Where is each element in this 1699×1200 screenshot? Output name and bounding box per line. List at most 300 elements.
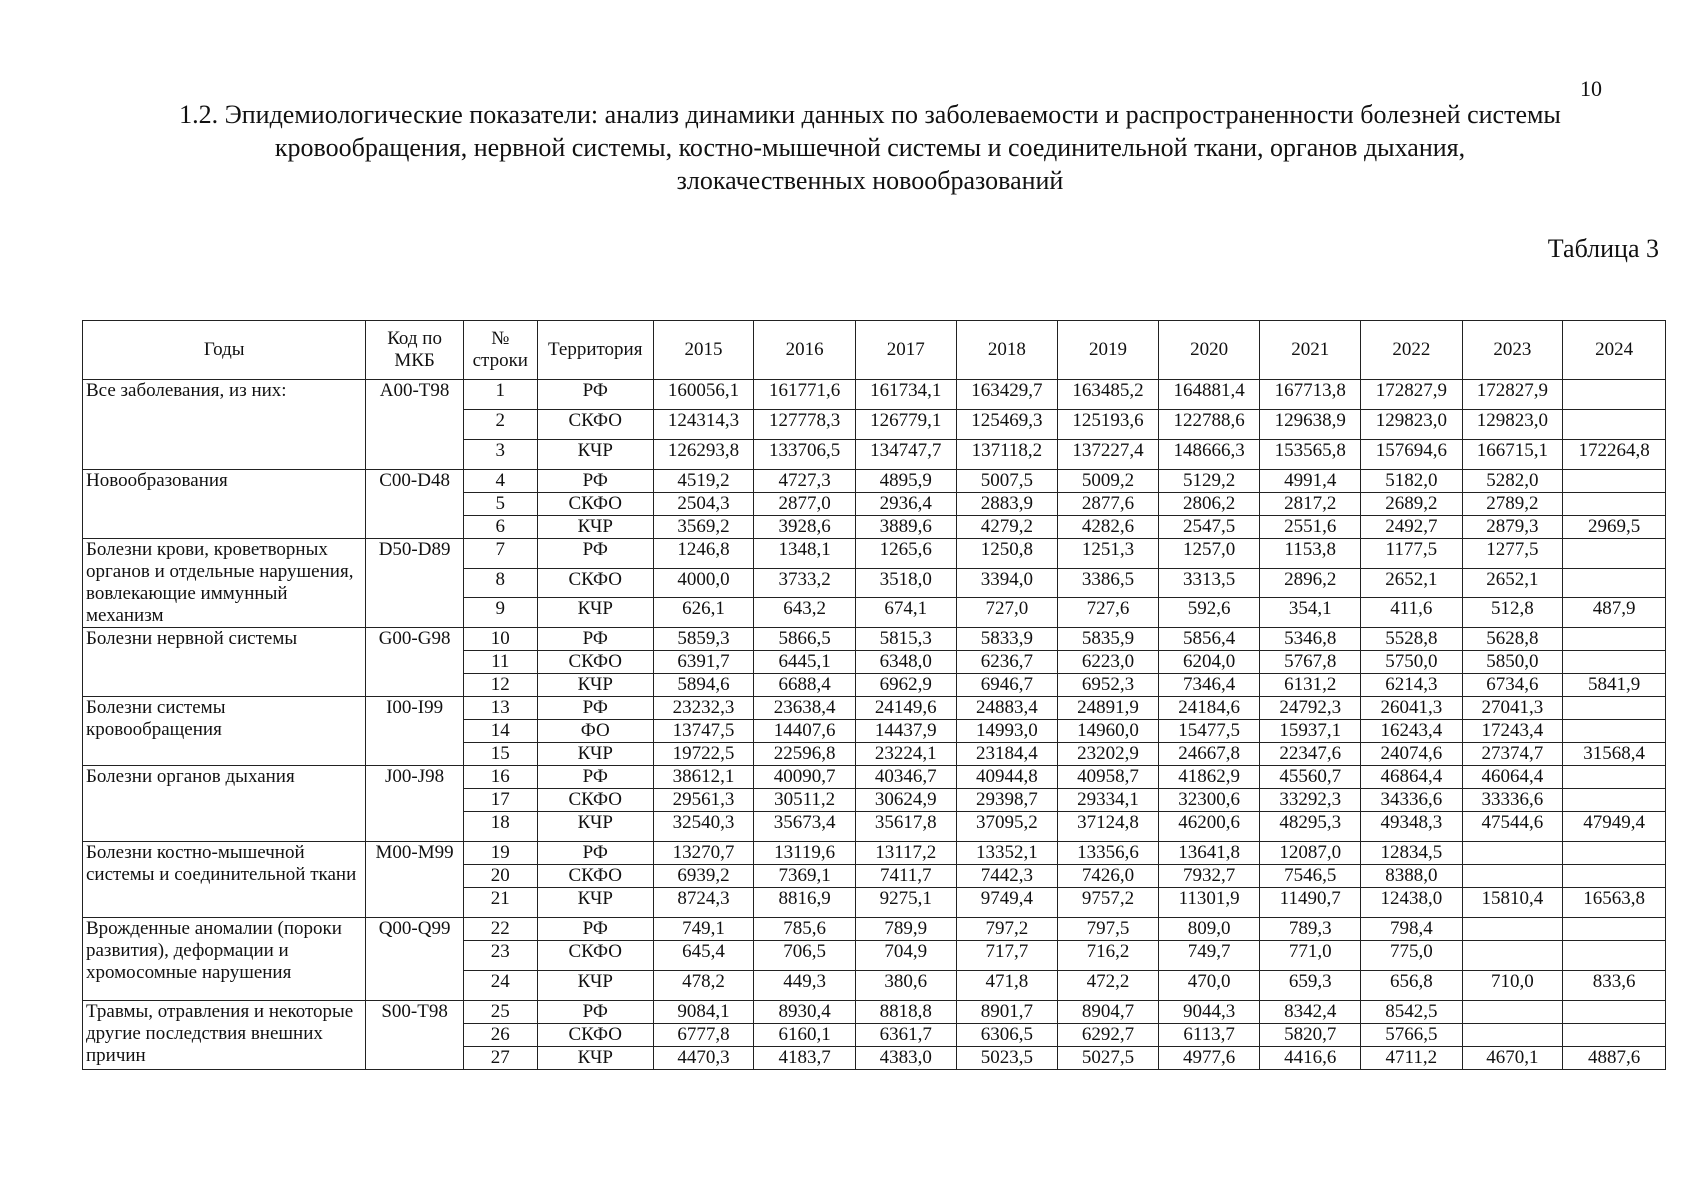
- value-2019: 125193,6: [1058, 410, 1159, 440]
- value-2018: 24883,4: [956, 697, 1058, 720]
- table-row: [83, 380, 1666, 410]
- territory: РФ: [537, 1001, 653, 1024]
- value-2020: 6113,7: [1158, 1024, 1260, 1047]
- value-2018: 14993,0: [956, 720, 1058, 743]
- disease-group-name: Болезни нервной системы: [83, 628, 366, 697]
- value-2020: 470,0: [1158, 971, 1260, 1001]
- value-2024: [1563, 720, 1666, 743]
- row-number: 23: [463, 941, 537, 971]
- heading-line-3: злокачественных новообразований: [676, 166, 1064, 195]
- value-2015: 23232,3: [653, 697, 754, 720]
- value-2019: 23202,9: [1058, 743, 1159, 766]
- value-2016: 6160,1: [754, 1024, 856, 1047]
- value-2021: 5820,7: [1260, 1024, 1361, 1047]
- value-2024: 487,9: [1563, 598, 1666, 628]
- value-2021: 4416,6: [1260, 1047, 1361, 1070]
- disease-group-name: Новообразования: [83, 470, 366, 539]
- value-2017: 23224,1: [855, 743, 956, 766]
- value-2022: 5528,8: [1361, 628, 1463, 651]
- incidence-table: [82, 320, 1666, 1070]
- table-row: [83, 697, 1666, 720]
- icd-code: C00-D48: [366, 470, 464, 539]
- row-number: 10: [463, 628, 537, 651]
- table-caption: Таблица 3: [1547, 234, 1659, 263]
- value-2016: 161771,6: [754, 380, 856, 410]
- value-2024: 172264,8: [1563, 440, 1666, 470]
- value-2019: 5027,5: [1058, 1047, 1159, 1070]
- value-2021: 1153,8: [1260, 539, 1361, 569]
- value-2019: 6223,0: [1058, 651, 1159, 674]
- value-2019: 9757,2: [1058, 888, 1159, 918]
- value-2015: 4519,2: [653, 470, 754, 493]
- table-body: [83, 380, 1666, 1070]
- value-2018: 727,0: [956, 598, 1058, 628]
- value-2020: 24667,8: [1158, 743, 1260, 766]
- value-2024: [1563, 842, 1666, 865]
- value-2021: 354,1: [1260, 598, 1361, 628]
- header-2020: 2020: [1158, 321, 1260, 380]
- value-2016: 2877,0: [754, 493, 856, 516]
- value-2024: 2969,5: [1563, 516, 1666, 539]
- value-2020: 9044,3: [1158, 1001, 1260, 1024]
- value-2023: [1462, 842, 1563, 865]
- value-2019: 37124,8: [1058, 812, 1159, 842]
- value-2022: 5750,0: [1361, 651, 1463, 674]
- value-2021: 7546,5: [1260, 865, 1361, 888]
- disease-group-name: Все заболевания, из них:: [83, 380, 366, 470]
- icd-code: G00-G98: [366, 628, 464, 697]
- value-2022: 775,0: [1361, 941, 1463, 971]
- value-2021: 2817,2: [1260, 493, 1361, 516]
- value-2020: 2547,5: [1158, 516, 1260, 539]
- value-2021: 129638,9: [1260, 410, 1361, 440]
- value-2023: 1277,5: [1462, 539, 1563, 569]
- value-2018: 23184,4: [956, 743, 1058, 766]
- value-2024: 47949,4: [1563, 812, 1666, 842]
- value-2022: 2652,1: [1361, 568, 1463, 598]
- value-2022: 172827,9: [1361, 380, 1463, 410]
- value-2016: 35673,4: [754, 812, 856, 842]
- value-2019: 716,2: [1058, 941, 1159, 971]
- value-2022: 8388,0: [1361, 865, 1463, 888]
- territory: СКФО: [537, 1024, 653, 1047]
- value-2024: 16563,8: [1563, 888, 1666, 918]
- value-2018: 4279,2: [956, 516, 1058, 539]
- value-2020: 164881,4: [1158, 380, 1260, 410]
- value-2020: 749,7: [1158, 941, 1260, 971]
- row-number: 8: [463, 568, 537, 598]
- value-2015: 4000,0: [653, 568, 754, 598]
- row-number: 12: [463, 674, 537, 697]
- value-2017: 674,1: [855, 598, 956, 628]
- value-2021: 24792,3: [1260, 697, 1361, 720]
- heading-line-1: 1.2. Эпидемиологические показатели: анализ динамики данных по заболеваемости и распространенности болезней системы: [179, 100, 1561, 129]
- value-2017: 3518,0: [855, 568, 956, 598]
- row-number: 11: [463, 651, 537, 674]
- value-2016: 643,2: [754, 598, 856, 628]
- row-number: 25: [463, 1001, 537, 1024]
- value-2021: 15937,1: [1260, 720, 1361, 743]
- value-2016: 6445,1: [754, 651, 856, 674]
- territory: СКФО: [537, 410, 653, 440]
- value-2024: [1563, 789, 1666, 812]
- value-2023: [1462, 865, 1563, 888]
- value-2022: 1177,5: [1361, 539, 1463, 569]
- value-2022: 411,6: [1361, 598, 1463, 628]
- territory: СКФО: [537, 941, 653, 971]
- value-2022: 2492,7: [1361, 516, 1463, 539]
- header-row-number: № строки: [463, 321, 537, 380]
- value-2015: 13270,7: [653, 842, 754, 865]
- disease-group-name: Врожденные аномалии (пороки развития), деформации и хромосомные нарушения: [83, 918, 366, 1001]
- value-2017: 8818,8: [855, 1001, 956, 1024]
- value-2015: 4470,3: [653, 1047, 754, 1070]
- value-2015: 13747,5: [653, 720, 754, 743]
- value-2016: 1348,1: [754, 539, 856, 569]
- value-2021: 153565,8: [1260, 440, 1361, 470]
- value-2022: 49348,3: [1361, 812, 1463, 842]
- value-2024: 833,6: [1563, 971, 1666, 1001]
- disease-group-name: Болезни системы кровообращения: [83, 697, 366, 766]
- value-2024: [1563, 380, 1666, 410]
- value-2024: [1563, 1024, 1666, 1047]
- row-number: 17: [463, 789, 537, 812]
- header-code: Код по МКБ: [366, 321, 464, 380]
- value-2020: 13641,8: [1158, 842, 1260, 865]
- row-number: 5: [463, 493, 537, 516]
- value-2016: 13119,6: [754, 842, 856, 865]
- value-2021: 45560,7: [1260, 766, 1361, 789]
- value-2024: [1563, 470, 1666, 493]
- value-2015: 6777,8: [653, 1024, 754, 1047]
- row-number: 6: [463, 516, 537, 539]
- value-2015: 9084,1: [653, 1001, 754, 1024]
- value-2022: 12834,5: [1361, 842, 1463, 865]
- value-2023: 5628,8: [1462, 628, 1563, 651]
- value-2015: 3569,2: [653, 516, 754, 539]
- icd-code: J00-J98: [366, 766, 464, 842]
- row-number: 15: [463, 743, 537, 766]
- value-2023: 33336,6: [1462, 789, 1563, 812]
- row-number: 27: [463, 1047, 537, 1070]
- value-2020: 11301,9: [1158, 888, 1260, 918]
- value-2022: 6214,3: [1361, 674, 1463, 697]
- header-2021: 2021: [1260, 321, 1361, 380]
- value-2023: 710,0: [1462, 971, 1563, 1001]
- icd-code: S00-T98: [366, 1001, 464, 1070]
- disease-group-name: Болезни крови, кроветворных органов и отдельные нарушения, вовлекающие иммунный механизм: [83, 539, 366, 628]
- value-2024: [1563, 410, 1666, 440]
- value-2022: 4711,2: [1361, 1047, 1463, 1070]
- territory: РФ: [537, 628, 653, 651]
- icd-code: A00-T98: [366, 380, 464, 470]
- value-2017: 35617,8: [855, 812, 956, 842]
- value-2020: 148666,3: [1158, 440, 1260, 470]
- value-2023: 129823,0: [1462, 410, 1563, 440]
- value-2017: 9275,1: [855, 888, 956, 918]
- value-2018: 8901,7: [956, 1001, 1058, 1024]
- value-2023: [1462, 941, 1563, 971]
- value-2019: 5835,9: [1058, 628, 1159, 651]
- value-2018: 29398,7: [956, 789, 1058, 812]
- icd-code: D50-D89: [366, 539, 464, 628]
- territory: КЧР: [537, 598, 653, 628]
- value-2018: 3394,0: [956, 568, 1058, 598]
- value-2024: [1563, 568, 1666, 598]
- value-2016: 449,3: [754, 971, 856, 1001]
- value-2021: 22347,6: [1260, 743, 1361, 766]
- table-row: [83, 1001, 1666, 1024]
- value-2022: 157694,6: [1361, 440, 1463, 470]
- value-2016: 6688,4: [754, 674, 856, 697]
- row-number: 22: [463, 918, 537, 941]
- territory: КЧР: [537, 516, 653, 539]
- territory: РФ: [537, 918, 653, 941]
- value-2015: 478,2: [653, 971, 754, 1001]
- value-2020: 809,0: [1158, 918, 1260, 941]
- value-2015: 5894,6: [653, 674, 754, 697]
- territory: СКФО: [537, 865, 653, 888]
- value-2019: 5009,2: [1058, 470, 1159, 493]
- value-2020: 1257,0: [1158, 539, 1260, 569]
- value-2018: 717,7: [956, 941, 1058, 971]
- value-2022: 798,4: [1361, 918, 1463, 941]
- value-2015: 5859,3: [653, 628, 754, 651]
- value-2019: 40958,7: [1058, 766, 1159, 789]
- table-row: [83, 918, 1666, 941]
- value-2019: 137227,4: [1058, 440, 1159, 470]
- value-2018: 6946,7: [956, 674, 1058, 697]
- territory: КЧР: [537, 1047, 653, 1070]
- value-2022: 12438,0: [1361, 888, 1463, 918]
- value-2022: 2689,2: [1361, 493, 1463, 516]
- value-2017: 24149,6: [855, 697, 956, 720]
- value-2018: 1250,8: [956, 539, 1058, 569]
- value-2020: 592,6: [1158, 598, 1260, 628]
- value-2019: 727,6: [1058, 598, 1159, 628]
- value-2021: 12087,0: [1260, 842, 1361, 865]
- value-2016: 785,6: [754, 918, 856, 941]
- header-2023: 2023: [1462, 321, 1563, 380]
- header-years: Годы: [83, 321, 366, 380]
- value-2019: 6952,3: [1058, 674, 1159, 697]
- value-2023: 15810,4: [1462, 888, 1563, 918]
- value-2021: 8342,4: [1260, 1001, 1361, 1024]
- header-2017: 2017: [855, 321, 956, 380]
- value-2020: 46200,6: [1158, 812, 1260, 842]
- value-2021: 659,3: [1260, 971, 1361, 1001]
- value-2023: 512,8: [1462, 598, 1563, 628]
- value-2018: 2883,9: [956, 493, 1058, 516]
- value-2023: 5282,0: [1462, 470, 1563, 493]
- value-2015: 38612,1: [653, 766, 754, 789]
- value-2021: 33292,3: [1260, 789, 1361, 812]
- value-2020: 7932,7: [1158, 865, 1260, 888]
- row-number: 26: [463, 1024, 537, 1047]
- value-2015: 749,1: [653, 918, 754, 941]
- disease-group-name: Травмы, отравления и некоторые другие последствия внешних причин: [83, 1001, 366, 1070]
- disease-group-name: Болезни костно-мышечной системы и соединительной ткани: [83, 842, 366, 918]
- table-header-row: [83, 321, 1666, 380]
- value-2015: 160056,1: [653, 380, 754, 410]
- value-2015: 124314,3: [653, 410, 754, 440]
- header-2022: 2022: [1361, 321, 1463, 380]
- value-2023: 27041,3: [1462, 697, 1563, 720]
- value-2022: 656,8: [1361, 971, 1463, 1001]
- page-number: 10: [1580, 76, 1602, 101]
- value-2020: 32300,6: [1158, 789, 1260, 812]
- header-2019: 2019: [1058, 321, 1159, 380]
- value-2024: [1563, 697, 1666, 720]
- value-2020: 7346,4: [1158, 674, 1260, 697]
- value-2015: 626,1: [653, 598, 754, 628]
- value-2023: 17243,4: [1462, 720, 1563, 743]
- value-2022: 5766,5: [1361, 1024, 1463, 1047]
- value-2021: 48295,3: [1260, 812, 1361, 842]
- value-2019: 29334,1: [1058, 789, 1159, 812]
- value-2024: 31568,4: [1563, 743, 1666, 766]
- territory: КЧР: [537, 971, 653, 1001]
- territory: РФ: [537, 842, 653, 865]
- value-2023: 5850,0: [1462, 651, 1563, 674]
- value-2020: 5129,2: [1158, 470, 1260, 493]
- value-2024: [1563, 865, 1666, 888]
- value-2019: 14960,0: [1058, 720, 1159, 743]
- row-number: 14: [463, 720, 537, 743]
- territory: КЧР: [537, 440, 653, 470]
- value-2023: 47544,6: [1462, 812, 1563, 842]
- row-number: 7: [463, 539, 537, 569]
- value-2022: 129823,0: [1361, 410, 1463, 440]
- territory: РФ: [537, 766, 653, 789]
- value-2016: 22596,8: [754, 743, 856, 766]
- value-2017: 380,6: [855, 971, 956, 1001]
- header-2018: 2018: [956, 321, 1058, 380]
- value-2018: 9749,4: [956, 888, 1058, 918]
- value-2023: 4670,1: [1462, 1047, 1563, 1070]
- value-2023: 172827,9: [1462, 380, 1563, 410]
- value-2016: 4183,7: [754, 1047, 856, 1070]
- value-2015: 1246,8: [653, 539, 754, 569]
- value-2015: 29561,3: [653, 789, 754, 812]
- value-2021: 6131,2: [1260, 674, 1361, 697]
- value-2017: 704,9: [855, 941, 956, 971]
- row-number: 2: [463, 410, 537, 440]
- disease-group-name: Болезни органов дыхания: [83, 766, 366, 842]
- value-2015: 126293,8: [653, 440, 754, 470]
- value-2017: 30624,9: [855, 789, 956, 812]
- value-2017: 126779,1: [855, 410, 956, 440]
- value-2016: 3928,6: [754, 516, 856, 539]
- table-row: [83, 766, 1666, 789]
- value-2017: 6361,7: [855, 1024, 956, 1047]
- value-2024: [1563, 766, 1666, 789]
- value-2022: 24074,6: [1361, 743, 1463, 766]
- value-2018: 797,2: [956, 918, 1058, 941]
- territory: СКФО: [537, 651, 653, 674]
- value-2018: 137118,2: [956, 440, 1058, 470]
- territory: СКФО: [537, 568, 653, 598]
- value-2020: 4977,6: [1158, 1047, 1260, 1070]
- value-2023: [1462, 1024, 1563, 1047]
- value-2017: 40346,7: [855, 766, 956, 789]
- value-2023: 6734,6: [1462, 674, 1563, 697]
- value-2019: 24891,9: [1058, 697, 1159, 720]
- value-2022: 8542,5: [1361, 1001, 1463, 1024]
- value-2024: [1563, 628, 1666, 651]
- value-2016: 30511,2: [754, 789, 856, 812]
- value-2016: 14407,6: [754, 720, 856, 743]
- territory: СКФО: [537, 493, 653, 516]
- value-2024: [1563, 493, 1666, 516]
- row-number: 18: [463, 812, 537, 842]
- value-2019: 7426,0: [1058, 865, 1159, 888]
- row-number: 21: [463, 888, 537, 918]
- value-2023: 2789,2: [1462, 493, 1563, 516]
- header-2024: 2024: [1563, 321, 1666, 380]
- value-2017: 14437,9: [855, 720, 956, 743]
- value-2023: 2652,1: [1462, 568, 1563, 598]
- value-2018: 5023,5: [956, 1047, 1058, 1070]
- value-2022: 16243,4: [1361, 720, 1463, 743]
- row-number: 19: [463, 842, 537, 865]
- icd-code: I00-I99: [366, 697, 464, 766]
- value-2024: [1563, 941, 1666, 971]
- value-2019: 1251,3: [1058, 539, 1159, 569]
- value-2017: 3889,6: [855, 516, 956, 539]
- value-2018: 163429,7: [956, 380, 1058, 410]
- header-2015: 2015: [653, 321, 754, 380]
- value-2024: [1563, 1001, 1666, 1024]
- value-2019: 4282,6: [1058, 516, 1159, 539]
- value-2017: 7411,7: [855, 865, 956, 888]
- value-2019: 6292,7: [1058, 1024, 1159, 1047]
- table-row: [83, 842, 1666, 865]
- territory: СКФО: [537, 789, 653, 812]
- value-2015: 645,4: [653, 941, 754, 971]
- territory: КЧР: [537, 674, 653, 697]
- row-number: 24: [463, 971, 537, 1001]
- territory: КЧР: [537, 888, 653, 918]
- header-2016: 2016: [754, 321, 856, 380]
- value-2015: 6939,2: [653, 865, 754, 888]
- territory: ФО: [537, 720, 653, 743]
- value-2016: 8930,4: [754, 1001, 856, 1024]
- value-2021: 5767,8: [1260, 651, 1361, 674]
- table-row: [83, 628, 1666, 651]
- territory: РФ: [537, 380, 653, 410]
- value-2019: 163485,2: [1058, 380, 1159, 410]
- row-number: 4: [463, 470, 537, 493]
- value-2018: 5833,9: [956, 628, 1058, 651]
- value-2018: 125469,3: [956, 410, 1058, 440]
- value-2020: 3313,5: [1158, 568, 1260, 598]
- value-2017: 13117,2: [855, 842, 956, 865]
- value-2019: 3386,5: [1058, 568, 1159, 598]
- row-number: 9: [463, 598, 537, 628]
- value-2020: 5856,4: [1158, 628, 1260, 651]
- value-2017: 2936,4: [855, 493, 956, 516]
- value-2020: 122788,6: [1158, 410, 1260, 440]
- value-2016: 3733,2: [754, 568, 856, 598]
- value-2022: 26041,3: [1361, 697, 1463, 720]
- value-2017: 6348,0: [855, 651, 956, 674]
- value-2018: 40944,8: [956, 766, 1058, 789]
- value-2021: 789,3: [1260, 918, 1361, 941]
- value-2023: 2879,3: [1462, 516, 1563, 539]
- value-2023: [1462, 1001, 1563, 1024]
- value-2022: 34336,6: [1361, 789, 1463, 812]
